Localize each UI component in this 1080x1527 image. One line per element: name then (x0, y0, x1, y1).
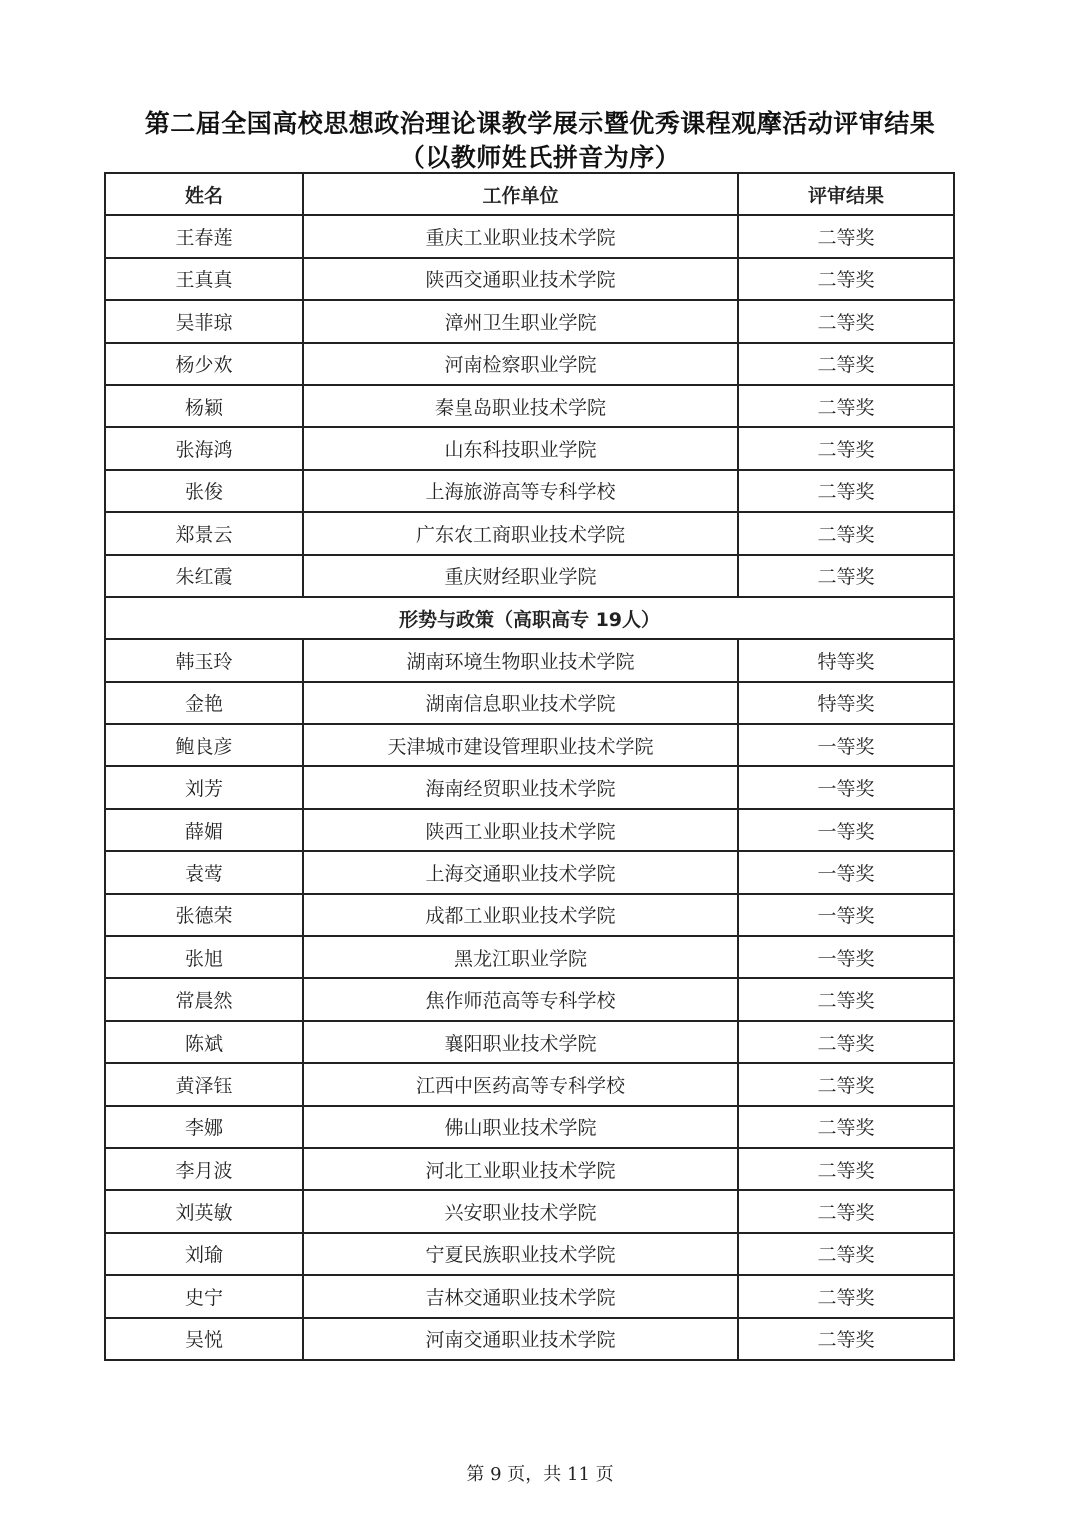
cell-result: 一等奖 (738, 894, 954, 936)
cell-result: 二等奖 (738, 385, 954, 427)
table-row (105, 1275, 954, 1317)
header-name: 姓名 (105, 173, 303, 215)
table-row (105, 682, 954, 724)
cell-result: 二等奖 (738, 555, 954, 597)
cell-name: 吴菲琼 (105, 300, 303, 342)
cell-name: 李娜 (105, 1106, 303, 1148)
cell-unit: 海南经贸职业技术学院 (303, 766, 738, 808)
cell-name: 陈斌 (105, 1021, 303, 1063)
page-number: 第 9 页，共 11 页 (466, 1464, 614, 1485)
cell-unit: 陕西交通职业技术学院 (303, 258, 738, 300)
table-row (105, 1190, 954, 1232)
results-group-a (105, 215, 954, 597)
table-row (105, 427, 954, 469)
table-row (105, 851, 954, 893)
cell-result: 特等奖 (738, 682, 954, 724)
cell-result: 二等奖 (738, 978, 954, 1020)
cell-unit: 重庆工业职业技术学院 (303, 215, 738, 257)
cell-result: 二等奖 (738, 300, 954, 342)
cell-unit: 天津城市建设管理职业技术学院 (303, 724, 738, 766)
cell-name: 杨少欢 (105, 343, 303, 385)
cell-result: 二等奖 (738, 427, 954, 469)
cell-name: 袁莺 (105, 851, 303, 893)
cell-unit: 焦作师范高等专科学校 (303, 978, 738, 1020)
cell-name: 李月波 (105, 1148, 303, 1190)
cell-result: 二等奖 (738, 1021, 954, 1063)
cell-name: 薛媚 (105, 809, 303, 851)
cell-result: 一等奖 (738, 936, 954, 978)
cell-result: 二等奖 (738, 470, 954, 512)
section-row (105, 597, 954, 639)
cell-unit: 成都工业职业技术学院 (303, 894, 738, 936)
table-row (105, 1106, 954, 1148)
cell-unit: 河南检察职业学院 (303, 343, 738, 385)
table-row (105, 724, 954, 766)
cell-result: 一等奖 (738, 851, 954, 893)
cell-result: 二等奖 (738, 1190, 954, 1232)
cell-name: 金艳 (105, 682, 303, 724)
cell-unit: 宁夏民族职业技术学院 (303, 1233, 738, 1275)
cell-unit: 河南交通职业技术学院 (303, 1318, 738, 1360)
cell-unit: 吉林交通职业技术学院 (303, 1275, 738, 1317)
cell-name: 黄泽钰 (105, 1063, 303, 1105)
cell-name: 张旭 (105, 936, 303, 978)
cell-name: 张海鸿 (105, 427, 303, 469)
table-row (105, 300, 954, 342)
cell-result: 二等奖 (738, 1148, 954, 1190)
table-row (105, 936, 954, 978)
cell-unit: 黑龙江职业学院 (303, 936, 738, 978)
table-row (105, 385, 954, 427)
cell-name: 王春莲 (105, 215, 303, 257)
cell-unit: 秦皇岛职业技术学院 (303, 385, 738, 427)
cell-name: 张俊 (105, 470, 303, 512)
cell-unit: 广东农工商职业技术学院 (303, 512, 738, 554)
cell-result: 二等奖 (738, 1106, 954, 1148)
cell-name: 吴悦 (105, 1318, 303, 1360)
section-title: 形势与政策（高职高专 19人） (105, 597, 954, 639)
cell-name: 郑景云 (105, 512, 303, 554)
cell-unit: 河北工业职业技术学院 (303, 1148, 738, 1190)
cell-result: 二等奖 (738, 1063, 954, 1105)
cell-result: 二等奖 (738, 1318, 954, 1360)
cell-name: 刘瑜 (105, 1233, 303, 1275)
table-row (105, 258, 954, 300)
cell-unit: 上海旅游高等专科学校 (303, 470, 738, 512)
cell-unit: 佛山职业技术学院 (303, 1106, 738, 1148)
document-title: 第二届全国高校思想政治理论课教学展示暨优秀课程观摩活动评审结果 (144, 109, 936, 138)
cell-name: 刘英敏 (105, 1190, 303, 1232)
table-row (105, 215, 954, 257)
cell-unit: 湖南环境生物职业技术学院 (303, 639, 738, 681)
cell-name: 张德荣 (105, 894, 303, 936)
cell-unit: 陕西工业职业技术学院 (303, 809, 738, 851)
cell-result: 二等奖 (738, 215, 954, 257)
header-result: 评审结果 (738, 173, 954, 215)
table-row (105, 512, 954, 554)
table-header-row (105, 173, 954, 215)
table-row (105, 1148, 954, 1190)
cell-result: 二等奖 (738, 258, 954, 300)
cell-unit: 漳州卫生职业学院 (303, 300, 738, 342)
cell-result: 二等奖 (738, 512, 954, 554)
cell-result: 二等奖 (738, 1275, 954, 1317)
cell-name: 鲍良彦 (105, 724, 303, 766)
table-row (105, 555, 954, 597)
table-row (105, 894, 954, 936)
cell-name: 王真真 (105, 258, 303, 300)
table-row (105, 1021, 954, 1063)
document-subtitle: （以教师姓氏拼音为序） (399, 143, 681, 172)
table-row (105, 639, 954, 681)
table-row (105, 1233, 954, 1275)
table-row (105, 343, 954, 385)
table-row (105, 809, 954, 851)
cell-unit: 湖南信息职业技术学院 (303, 682, 738, 724)
cell-name: 韩玉玲 (105, 639, 303, 681)
table-row (105, 470, 954, 512)
cell-result: 特等奖 (738, 639, 954, 681)
cell-result: 二等奖 (738, 343, 954, 385)
cell-unit: 襄阳职业技术学院 (303, 1021, 738, 1063)
table-row (105, 1318, 954, 1360)
table-row (105, 1063, 954, 1105)
cell-unit: 重庆财经职业学院 (303, 555, 738, 597)
results-table (104, 172, 955, 1361)
cell-unit: 上海交通职业技术学院 (303, 851, 738, 893)
cell-result: 二等奖 (738, 1233, 954, 1275)
table-row (105, 766, 954, 808)
cell-name: 朱红霞 (105, 555, 303, 597)
header-unit: 工作单位 (303, 173, 738, 215)
cell-name: 常晨然 (105, 978, 303, 1020)
cell-result: 一等奖 (738, 766, 954, 808)
section-group (105, 597, 954, 639)
cell-result: 一等奖 (738, 809, 954, 851)
cell-name: 刘芳 (105, 766, 303, 808)
cell-unit: 山东科技职业学院 (303, 427, 738, 469)
cell-unit: 兴安职业技术学院 (303, 1190, 738, 1232)
cell-name: 杨颖 (105, 385, 303, 427)
cell-result: 一等奖 (738, 724, 954, 766)
cell-unit: 江西中医药高等专科学校 (303, 1063, 738, 1105)
cell-name: 史宁 (105, 1275, 303, 1317)
table-row (105, 978, 954, 1020)
results-group-b (105, 639, 954, 1360)
